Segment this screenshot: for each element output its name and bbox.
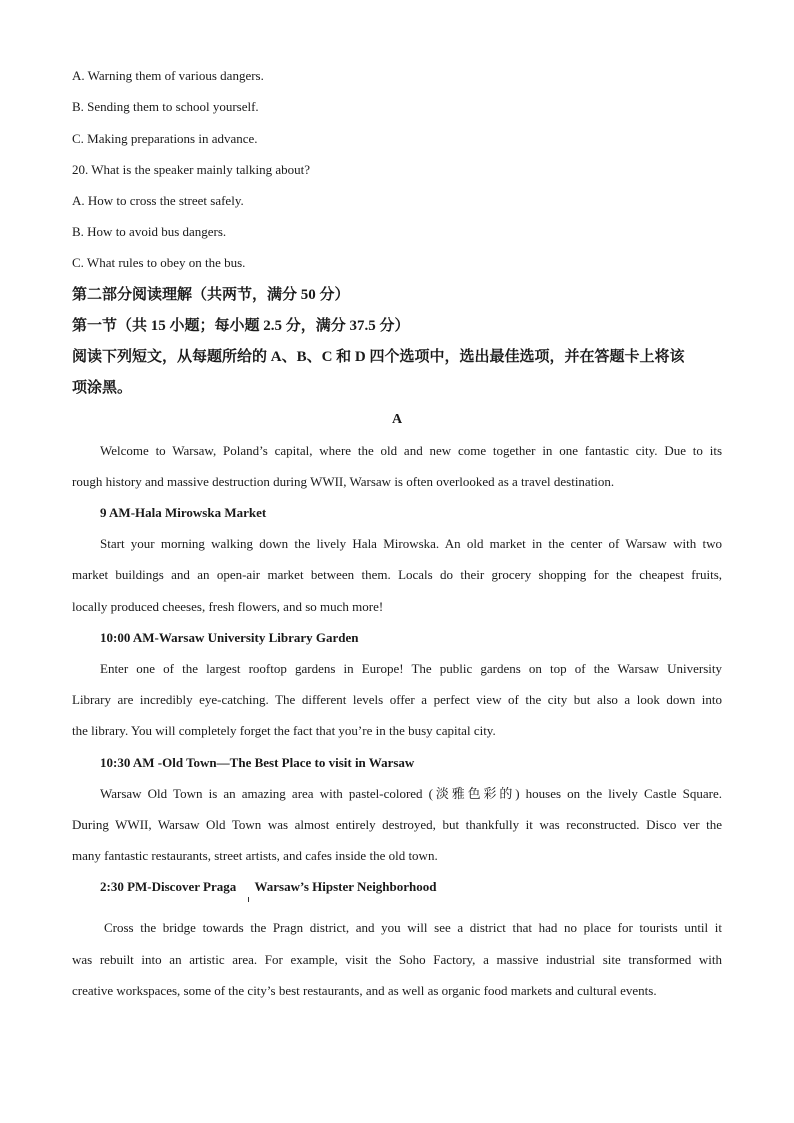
intro-line-1: Welcome to Warsaw, Poland’s capital, where the old and new come together in one fantastic city. Due to its: [100, 443, 722, 458]
section-title: 第二部分阅读理解（共两节，满分 50 分）: [72, 287, 350, 303]
paragraph-line: Enter one of the largest rooftop gardens in Europe! The public gardens on top of the Warsaw University: [100, 661, 722, 676]
q20-option-c: C. What rules to obey on the bus.: [72, 255, 246, 270]
paragraph-line: market buildings and an open-air market between them. Locals do their grocery shopping for the cheapest fruits,: [72, 567, 722, 582]
stray-mark: [248, 897, 249, 902]
paragraph-line: During WWII, Warsaw Old Town was almost entirely destroyed, but thankfully it was reconstructed. Disco ver the: [72, 817, 722, 832]
passage-label: A: [391, 412, 403, 427]
paragraph-line: Library are incredibly eye-catching. The different levels offer a perfect view of the city but also a look down into: [72, 692, 722, 707]
stop-heading-praga: [100, 879, 437, 895]
stop-heading-old-town: 10:30 AM -Old Town—The Best Place to visit in Warsaw: [100, 755, 415, 770]
paragraph-line: creative workspaces, some of the city’s best restaurants, and as well as organic food markets and cultural events.: [72, 983, 657, 998]
intro-line-2: rough history and massive destruction during WWII, Warsaw is often overlooked as a travel destination.: [72, 474, 615, 489]
paragraph-line: locally produced cheeses, fresh flowers, and so much more!: [72, 599, 384, 614]
q19-option-c: C. Making preparations in advance.: [72, 131, 258, 146]
q19-option-b: B. Sending them to school yourself.: [72, 99, 259, 114]
paragraph-line: many fantastic restaurants, street artists, and cafes inside the old town.: [72, 848, 438, 863]
paragraph-line: was rebuilt into an artistic area. For example, visit the Soho Factory, a massive industrial site transformed with: [72, 952, 722, 967]
instructions-line-1: 阅读下列短文，从每题所给的 A、B、C 和 D 四个选项中，选出最佳选项，并在答题卡上将该: [72, 349, 685, 365]
question-20: 20. What is the speaker mainly talking about?: [72, 162, 311, 177]
q20-option-a: A. How to cross the street safely.: [72, 193, 244, 208]
paragraph-line: Start your morning walking down the lively Hala Mirowska. An old market in the center of Warsaw with two: [100, 536, 722, 551]
paragraph-line: the library. You will completely forget the fact that you’re in the busy capital city.: [72, 723, 496, 738]
q20-option-b: B. How to avoid bus dangers.: [72, 224, 227, 239]
q19-option-a: A. Warning them of various dangers.: [72, 68, 264, 83]
stop-heading-market: 9 AM-Hala Mirowska Market: [100, 505, 267, 520]
stop-heading-library-garden: 10:00 AM-Warsaw University Library Garden: [100, 630, 359, 645]
instructions-line-2: 项涂黑。: [72, 380, 133, 396]
subsection-title: 第一节（共 15 小题；每小题 2.5 分，满分 37.5 分）: [72, 318, 410, 334]
paragraph-line: Cross the bridge towards the Pragn district, and you will see a district that had no place for tourists until it: [104, 920, 722, 935]
paragraph-line: Warsaw Old Town is an amazing area with pastel-colored (淡雅色彩的) houses on the lively Castle Square.: [100, 786, 722, 801]
stop-heading-praga-part1: 2:30 PM-Discover Praga: [100, 879, 237, 894]
stop-heading-praga-part2: Warsaw’s Hipster Neighborhood: [254, 879, 437, 894]
